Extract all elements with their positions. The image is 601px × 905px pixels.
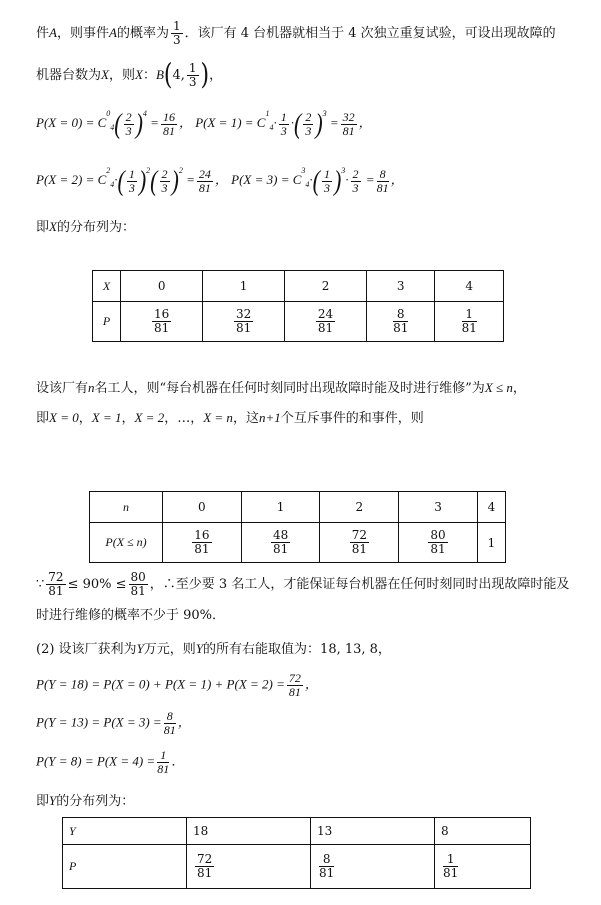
- prob-y18: P(Y = 18) = P(X = 0) + P(X = 1) + P(X = 2) = $\frac{72}{81}$ ，: [36, 671, 318, 699]
- distribution-table-x: [92, 270, 504, 342]
- table-header-row: X 0 1 2 3 4: [93, 271, 504, 302]
- cumulative-table: [89, 491, 506, 563]
- fraction: $\frac{1}{3}$: [188, 61, 197, 89]
- equation-line-2: $P(X = 2) = C^2_4\cdot$( $\frac{1}{3}$ )$^2$( $\frac{2}{3}$ )$^2$ = $\frac{24}{81}$ ， $P(X = 3) = C^3_4\cdot$( $\frac{1}{3}$ )$^3$· $\frac{2}{3}$ = $\frac{8}{81}$ ，: [36, 164, 404, 197]
- prob-y8: P(Y = 8) = P(X = 4) = $\frac{1}{81}$ ．: [36, 748, 185, 776]
- table-row: P(X ≤ n) $\frac{16}{81}$ $\frac{48}{81}$ $\frac{72}{81}$ $\frac{80}{81}$ 1: [90, 523, 506, 563]
- conclusion-line-2: 时进行维修的概率不少于 90%．: [36, 608, 226, 623]
- distribution-table-y: [62, 817, 531, 889]
- table-row: P $\frac{16}{81}$ $\frac{32}{81}$ $\frac{24}{81}$ $\frac{8}{81}$ $\frac{1}{81}$: [93, 302, 504, 342]
- text-line-2: 机器台数为X，则X：B(4, $\frac{1}{3}$ )，: [36, 58, 223, 92]
- dist-x-caption: 即X的分布列为：: [36, 219, 135, 235]
- fraction: $\frac{1}{3}$: [172, 19, 181, 47]
- conclusion-line-1: ∵ $\frac{72}{81}$ ≤ 90% ≤ $\frac{80}{81}$ ，∴至少要 3 名工人，才能保证每台机器在任何时刻同时出现故障时能及: [36, 570, 570, 598]
- text-line-1: 件A，则事件A的概率为 $\frac{1}{3}$ ．该厂有 4 台机器就相当于 4 次独立重复试验，可设出现故障的: [36, 19, 556, 47]
- table-row: P $\frac{72}{81}$ $\frac{8}{81}$ $\frac{1}{81}$: [63, 845, 531, 889]
- table-header-row: Y 18 13 8: [63, 818, 531, 845]
- table-header-row: n 0 1 2 3 4: [90, 492, 506, 523]
- text-paragraph-3: 即X = 0，X = 1，X = 2，…，X = n，这n+1个互斥事件的和事件，则: [36, 410, 424, 426]
- dist-y-caption: 即Y的分布列为：: [36, 793, 135, 809]
- text-paragraph-2: 设该厂有n名工人，则“每台机器在任何时刻同时出现故障时能及时进行维修”为X ≤ n，: [36, 380, 526, 396]
- prob-y13: P(Y = 13) = P(X = 3) = $\frac{8}{81}$ ，: [36, 709, 191, 737]
- part2-intro: (2) 设该厂获利为Y万元，则Y的所有右能取值为：18, 13, 8，: [36, 641, 391, 657]
- equation-line-1: $P(X = 0) = C^0_4$( $\frac{2}{3}$ )$^4$ = $\frac{16}{81}$ ， $P(X = 1) = C^1_4\cdot$ $\frac{1}{3}$ ·( $\frac{2}{3}$ )$^3$ = $\frac{32}{81}$ ，: [36, 107, 372, 140]
